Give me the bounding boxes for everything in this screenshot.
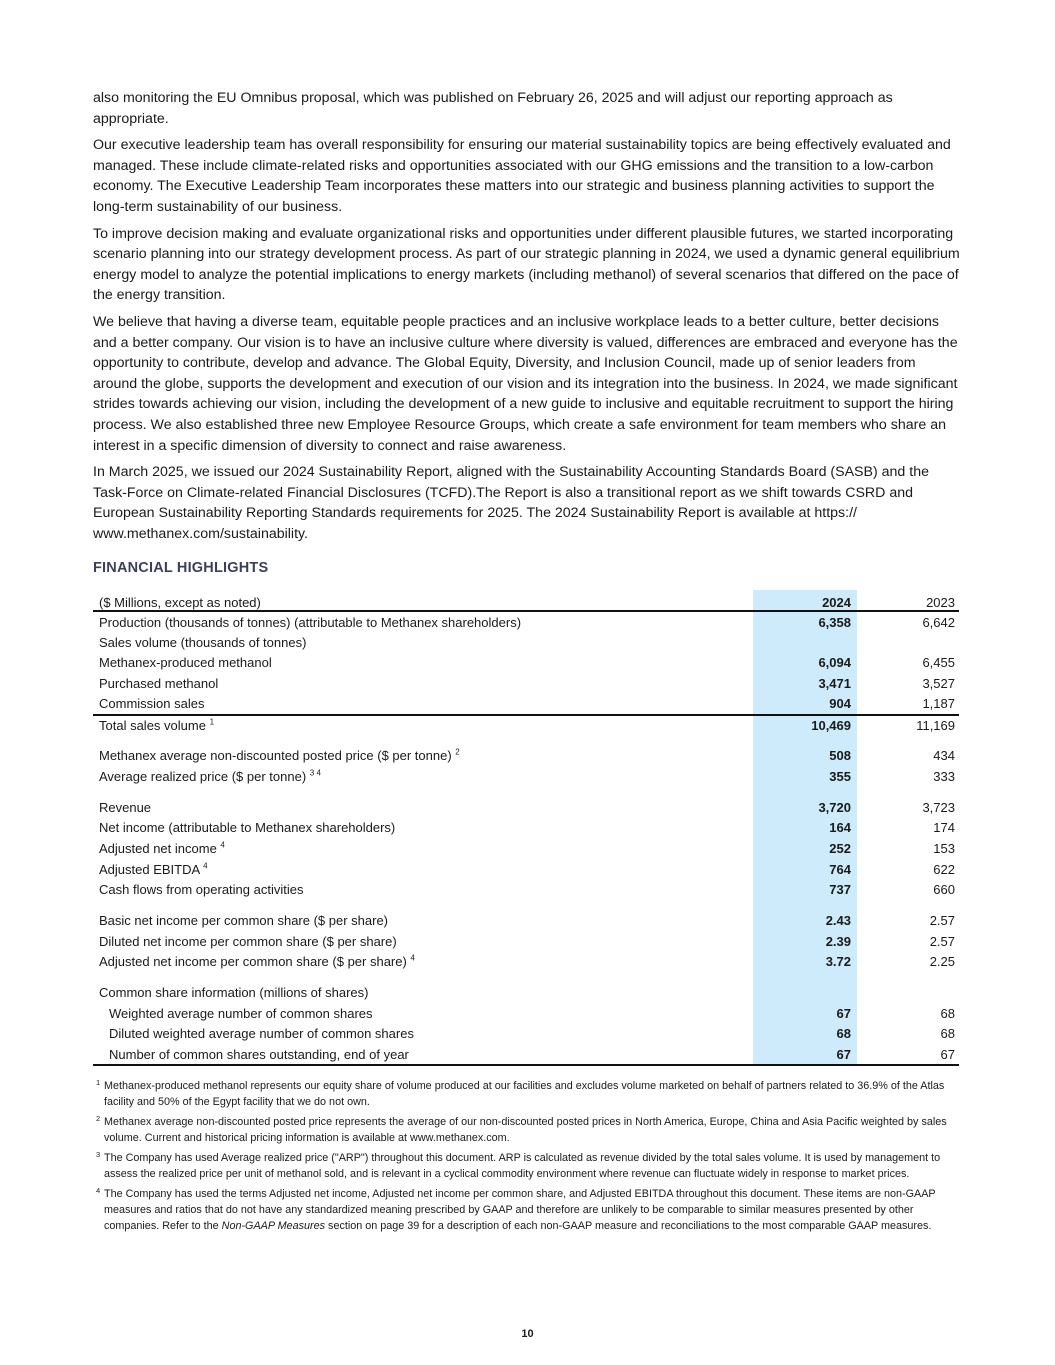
row-label [93,766,753,787]
row-label-text: Average realized price ($ per tonne) [99,768,307,784]
value-2023: 68 [940,1026,955,1042]
row-label [93,715,753,736]
value-2023: 153 [933,840,955,856]
table-row [93,1044,959,1065]
footnote-2 [93,1114,963,1146]
footnote-ref: 1 [209,717,215,727]
table-row [93,797,959,818]
table-row [93,859,959,880]
footnote-text: Methanex average non-discounted posted price represents the average of our non-discounted posted prices in North America, Europe, China and Asia Pacific weighted by sales volume. Current and historical pricing information is available at www.methanex.com. [104,1115,947,1144]
footnote-number: 1 [96,1077,101,1087]
table-row [93,910,959,931]
spacer-row [93,787,959,797]
value-2024: 3.72 [753,951,857,972]
footnote-ref: 4 [203,861,208,871]
row-label: Revenue [99,799,152,815]
value-2023: 434 [933,748,955,764]
value-2023: 3,527 [922,676,955,692]
row-label: Production (thousands of tonnes) (attributable to Methanex shareholders) [99,614,522,630]
row-label-text: Total sales volume [99,717,206,733]
row-label: Methanex-produced methanol [99,655,272,671]
row-label: Net income (attributable to Methanex shareholders) [99,820,396,836]
row-label-text: Methanex average non-discounted posted price ($ per tonne) [99,748,452,764]
row-label [93,838,753,859]
row-label-text: Adjusted net income [99,840,217,856]
paragraph-eu-omnibus: also monitoring the EU Omnibus proposal, which was published on February 26, 2025 and will adjust our reporting approach as appropriate. [93,90,893,127]
footnotes [93,1078,963,1234]
value-2024: 68 [753,1024,857,1045]
table-row [93,1003,959,1024]
footnote-number: 2 [96,1113,101,1123]
header-label: ($ Millions, except as noted) [93,590,753,611]
value-2024: 3,471 [753,673,857,694]
paragraph-leadership: Our executive leadership team has overall responsibility for ensuring our material sustainability topics are being effectively evaluated and managed. These include climate-related risks and opportunities associated with our GHG emissions and the transition to a low-carbon economy. The Executive Leadership Team incorporates these matters into our strategic and business planning activities to support the long-term sustainability of our business. [93,137,951,215]
footnote-text: The Company has used the terms Adjusted net income, Adjusted net income per common share, and Adjusted EBITDA throughout this document. These items are non-GAAP measures and ratios that do not have any standardized meaning prescribed by GAAP and therefore are unlikely to be comparable to similar measures presented by other companies. Refer to the [104,1187,936,1232]
table-row [93,817,959,838]
spacer-row [93,972,959,982]
row-label [93,745,753,766]
table-row [93,632,959,653]
table-row [93,653,959,674]
value-2023: 2.57 [929,912,955,928]
non-gaap-reference: Non-GAAP Measures [221,1219,326,1232]
financial-highlights-table [93,590,959,1065]
value-2023 [857,632,959,653]
row-label: Sales volume (thousands of tonnes) [99,634,307,650]
value-2024: 10,469 [753,715,857,736]
spacer-row [93,900,959,910]
value-2023: 2.57 [929,933,955,949]
table-row [93,611,959,632]
header-2024: 2024 [753,590,857,611]
table-row [93,951,959,972]
section-heading: FINANCIAL HIGHLIGHTS [93,560,269,577]
table-header-row [93,590,959,611]
footnote-text: Methanex-produced methanol represents our equity share of volume produced at our facilities and excludes volume marketed on behalf of partners related to 36.9% of the Atlas facility and 50% of the Egypt facility that we do not own. [104,1079,945,1108]
footnote-ref: 2 [455,747,460,757]
row-label-text: Adjusted EBITDA [99,861,200,877]
value-2023: 174 [933,820,955,836]
row-label: Diluted weighted average number of common shares [109,1026,414,1042]
page-number: 10 [521,1328,534,1340]
row-label [93,951,753,972]
paragraph-sustainability-report: In March 2025, we issued our 2024 Sustainability Report, aligned with the Sustainability Accounting Standards Board (SASB) and the Task-Force on Climate-related Financial Disclosures (TCFD).The Report is also a transitional report as we shift towards CSRD and European Sustainability Reporting Standards requirements for 2025. The 2024 Sustainability Report is available at https:// www.methanex.com/sustainability. [93,464,929,542]
paragraph-scenario-planning: To improve decision making and evaluate organizational risks and opportunities under different plausible futures, we started incorporating scenario planning into our strategy development process. As part of our strategic planning in 2024, we used a dynamic general equilibrium energy model to analyze the potential implications to energy markets (including methanol) of several scenarios that differed on the pace of the energy transition. [93,225,960,304]
footnote-number: 4 [96,1185,101,1195]
value-2023: 6,642 [922,614,955,630]
row-label: Basic net income per common share ($ per share) [99,912,389,928]
table-row [93,838,959,859]
value-2024: 252 [753,838,857,859]
value-2024: 6,094 [753,653,857,674]
table-row [93,879,959,900]
footnote-text: The Company has used Average realized price ("ARP") throughout this document. ARP is calculated as revenue divided by the total sales volume. It is used by management to assess the realized price per unit of methanol sold, and is relevant in a cyclical commodity environment where revenue can fluctuate widely in response to market prices. [104,1151,941,1180]
table-row [93,1024,959,1045]
row-label-text: Adjusted net income per common share ($ per share) [99,954,407,970]
footnote-4 [93,1186,963,1234]
value-2024 [753,982,857,1003]
value-2024: 3,720 [753,797,857,818]
value-2023: 67 [857,1044,959,1065]
value-2023 [857,982,959,1003]
value-2024: 67 [753,1044,857,1065]
footnote-ref: 3 4 [309,768,321,778]
value-2024: 764 [753,859,857,880]
value-2023: 11,169 [857,715,959,736]
table-row [93,694,959,715]
paragraph-diversity: We believe that having a diverse team, equitable people practices and an inclusive workplace leads to a better culture, better decisions and a better company. Our vision is to have an inclusive culture where diversity is valued, differences are embraced and everyone has the opportunity to contribute, develop and advance. The Global Equity, Diversity, and Inclusion Council, made up of senior leaders from around the globe, supports the development and execution of our vision and its integration into the business. In 2024, we made significant strides towards achieving our vision, including the development of a new guide to inclusive and equitable recruitment to support the hiring process. We also established three new Employee Resource Groups, which create a safe environment for team members who share an interest in a specific dimension of diversity to connect and raise awareness. [93,313,958,454]
value-2023: 1,187 [922,696,955,712]
value-2024 [753,632,857,653]
value-2024: 355 [753,766,857,787]
value-2023: 3,723 [922,799,955,815]
value-2024: 6,358 [753,611,857,632]
row-label: Common share information (millions of shares) [99,985,369,1000]
table-row [93,766,959,787]
row-label: Commission sales [99,696,205,712]
document-page [93,88,963,1238]
row-label: Number of common shares outstanding, end of year [93,1044,753,1065]
table-row-total [93,715,959,736]
row-label: Diluted net income per common share ($ per share) [99,933,397,949]
table-row [93,982,959,1003]
footnote-ref: 4 [220,840,225,850]
value-2023: 2.25 [929,954,955,970]
value-2024: 164 [753,817,857,838]
row-label: Weighted average number of common shares [109,1005,373,1021]
value-2024: 67 [753,1003,857,1024]
value-2024: 2.43 [753,910,857,931]
value-2023: 660 [933,882,955,898]
footnote-1 [93,1078,963,1110]
table-row [93,673,959,694]
value-2024: 737 [753,879,857,900]
value-2023: 622 [933,861,955,877]
footnote-ref: 4 [410,953,415,963]
value-2023: 333 [933,768,955,784]
footnote-number: 3 [96,1149,101,1159]
row-label: Purchased methanol [99,676,219,692]
value-2023: 6,455 [922,655,955,671]
value-2024: 2.39 [753,931,857,952]
footnote-3 [93,1150,963,1182]
spacer-row [93,735,959,745]
table-row [93,745,959,766]
row-label: Cash flows from operating activities [99,882,304,898]
header-2023: 2023 [857,590,959,611]
table-row [93,931,959,952]
value-2023: 68 [940,1005,955,1021]
footnote-text: section on page 39 for a description of each non-GAAP measure and reconciliations to the most comparable GAAP measures. [325,1219,932,1232]
value-2024: 904 [753,694,857,715]
value-2024: 508 [753,745,857,766]
row-label [93,859,753,880]
